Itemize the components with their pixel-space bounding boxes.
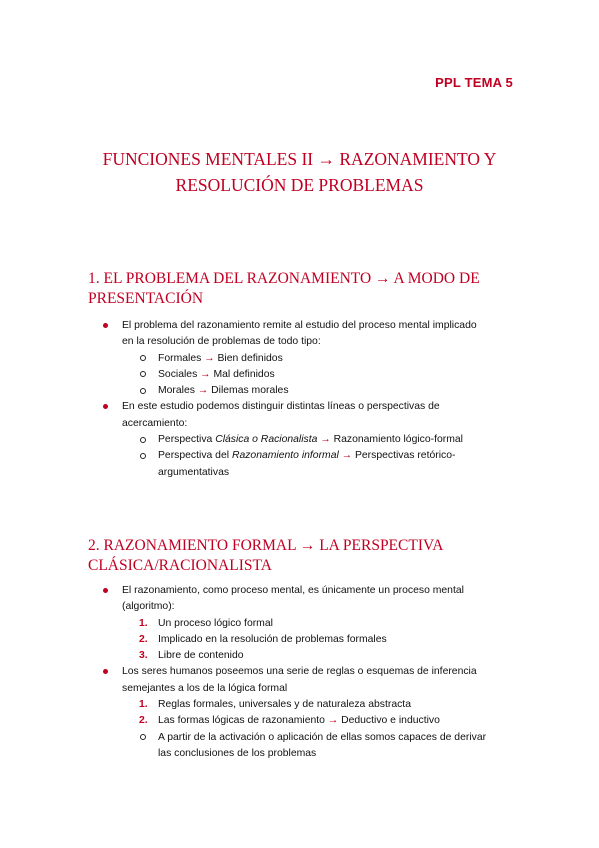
section-2-title — [88, 536, 508, 576]
sub-item-right: Razonamiento lógico-formal — [333, 434, 463, 446]
circle-bullet-icon — [140, 453, 146, 459]
section-2-title-line-1: 2. RAZONAMIENTO FORMAL → LA PERSPECTIVA — [88, 537, 444, 554]
sub-list-item — [88, 432, 518, 448]
numbered-item-text: Reglas formales, universales y de naturaleza abstracta — [158, 699, 411, 711]
sub-item-italic: Clásica o Racionalista — [215, 434, 318, 446]
circle-bullet-icon — [140, 388, 146, 394]
arrow-icon: → — [327, 715, 339, 727]
numbered-item-text: Libre de contenido — [158, 650, 244, 662]
numbered-item — [88, 632, 518, 648]
arrow-icon: → — [200, 368, 211, 380]
section-1-list — [88, 318, 518, 481]
document-title — [60, 146, 539, 198]
section-1-title-line-1: 1. EL PROBLEMA DEL RAZONAMIENTO → A MODO DE — [88, 270, 480, 287]
item-number: 2. — [139, 633, 148, 645]
sub-item-right: Bien definidos — [217, 352, 283, 364]
arrow-icon: → — [197, 385, 209, 397]
sub-item-left: Formales — [158, 352, 202, 364]
circle-bullet-icon — [140, 371, 146, 377]
sub-list-item — [88, 367, 518, 383]
bullet-dot-icon — [103, 323, 108, 328]
item-number: 3. — [139, 650, 148, 662]
sub-list-item — [88, 730, 518, 763]
list-item — [88, 583, 518, 616]
bullet-dot-icon — [103, 404, 108, 409]
sub-item-pre: Perspectiva — [158, 434, 216, 446]
circle-bullet-icon — [140, 355, 146, 361]
numbered-item — [88, 648, 518, 664]
sub-item-left: Morales — [158, 385, 195, 397]
section-2-title-line-2: CLÁSICA/RACIONALISTA — [88, 557, 272, 574]
section-2-list — [88, 583, 518, 762]
bullet-text-line-2: acercamiento: — [122, 417, 188, 429]
bullet-text-line-2: semejantes a los de la lógica formal — [122, 682, 288, 694]
sub-item-line-2: argumentativas — [158, 466, 230, 478]
sub-item-right: Perspectivas retórico- — [354, 450, 456, 462]
item-number: 2. — [139, 715, 148, 727]
arrow-icon: → — [204, 352, 215, 364]
section-1-title — [88, 269, 508, 309]
bullet-text-line-2: en la resolución de problemas de todo tipo: — [122, 336, 321, 348]
sub-item-right: Mal definidos — [213, 368, 275, 380]
sub-list-item — [88, 448, 518, 481]
title-line-2: RESOLUCIÓN DE PROBLEMAS — [175, 175, 424, 195]
sub-item-right: Dilemas morales — [211, 385, 289, 397]
numbered-item — [88, 697, 518, 713]
sub-item-left: Sociales — [158, 368, 198, 380]
numbered-item-text: Implicado en la resolución de problemas formales — [158, 633, 387, 645]
numbered-item-text: Las formas lógicas de razonamiento — [158, 715, 325, 727]
numbered-item-right: Deductivo e inductivo — [341, 715, 440, 727]
sub-item-line-2: las conclusiones de los problemas — [158, 747, 317, 759]
arrow-icon: → — [341, 450, 353, 462]
arrow-icon: → — [320, 434, 331, 446]
list-item — [88, 318, 518, 351]
title-line-1: FUNCIONES MENTALES II → RAZONAMIENTO Y — [102, 149, 497, 169]
header-tag: PPL TEMA 5 — [435, 75, 513, 90]
item-number: 1. — [139, 617, 148, 629]
sub-item-pre: Perspectiva del — [158, 450, 232, 462]
bullet-text-line-1: El problema del razonamiento remite al estudio del proceso mental implicado — [122, 320, 477, 331]
sub-item-line-1: A partir de la activación o aplicación de ellas somos capaces de derivar — [158, 731, 487, 743]
item-number: 1. — [139, 699, 148, 711]
list-item — [88, 399, 518, 432]
numbered-item — [88, 616, 518, 632]
numbered-item — [88, 713, 518, 729]
sub-list-item — [88, 383, 518, 399]
bullet-dot-icon — [103, 588, 108, 593]
bullet-dot-icon — [103, 669, 108, 674]
list-item — [88, 664, 518, 697]
circle-bullet-icon — [140, 734, 146, 740]
sub-item-italic: Razonamiento informal — [231, 450, 339, 462]
bullet-text-line-2: (algoritmo): — [122, 601, 175, 613]
sub-list-item — [88, 351, 518, 367]
bullet-text-line-1: El razonamiento, como proceso mental, es únicamente un proceso mental — [122, 585, 464, 596]
circle-bullet-icon — [140, 437, 146, 443]
section-1-title-line-2: PRESENTACIÓN — [88, 290, 204, 307]
bullet-text-line-1: Los seres humanos poseemos una serie de reglas o esquemas de inferencia — [122, 666, 477, 678]
bullet-text-line-1: En este estudio podemos distinguir distintas líneas o perspectivas de — [122, 401, 440, 413]
numbered-item-text: Un proceso lógico formal — [158, 617, 273, 629]
